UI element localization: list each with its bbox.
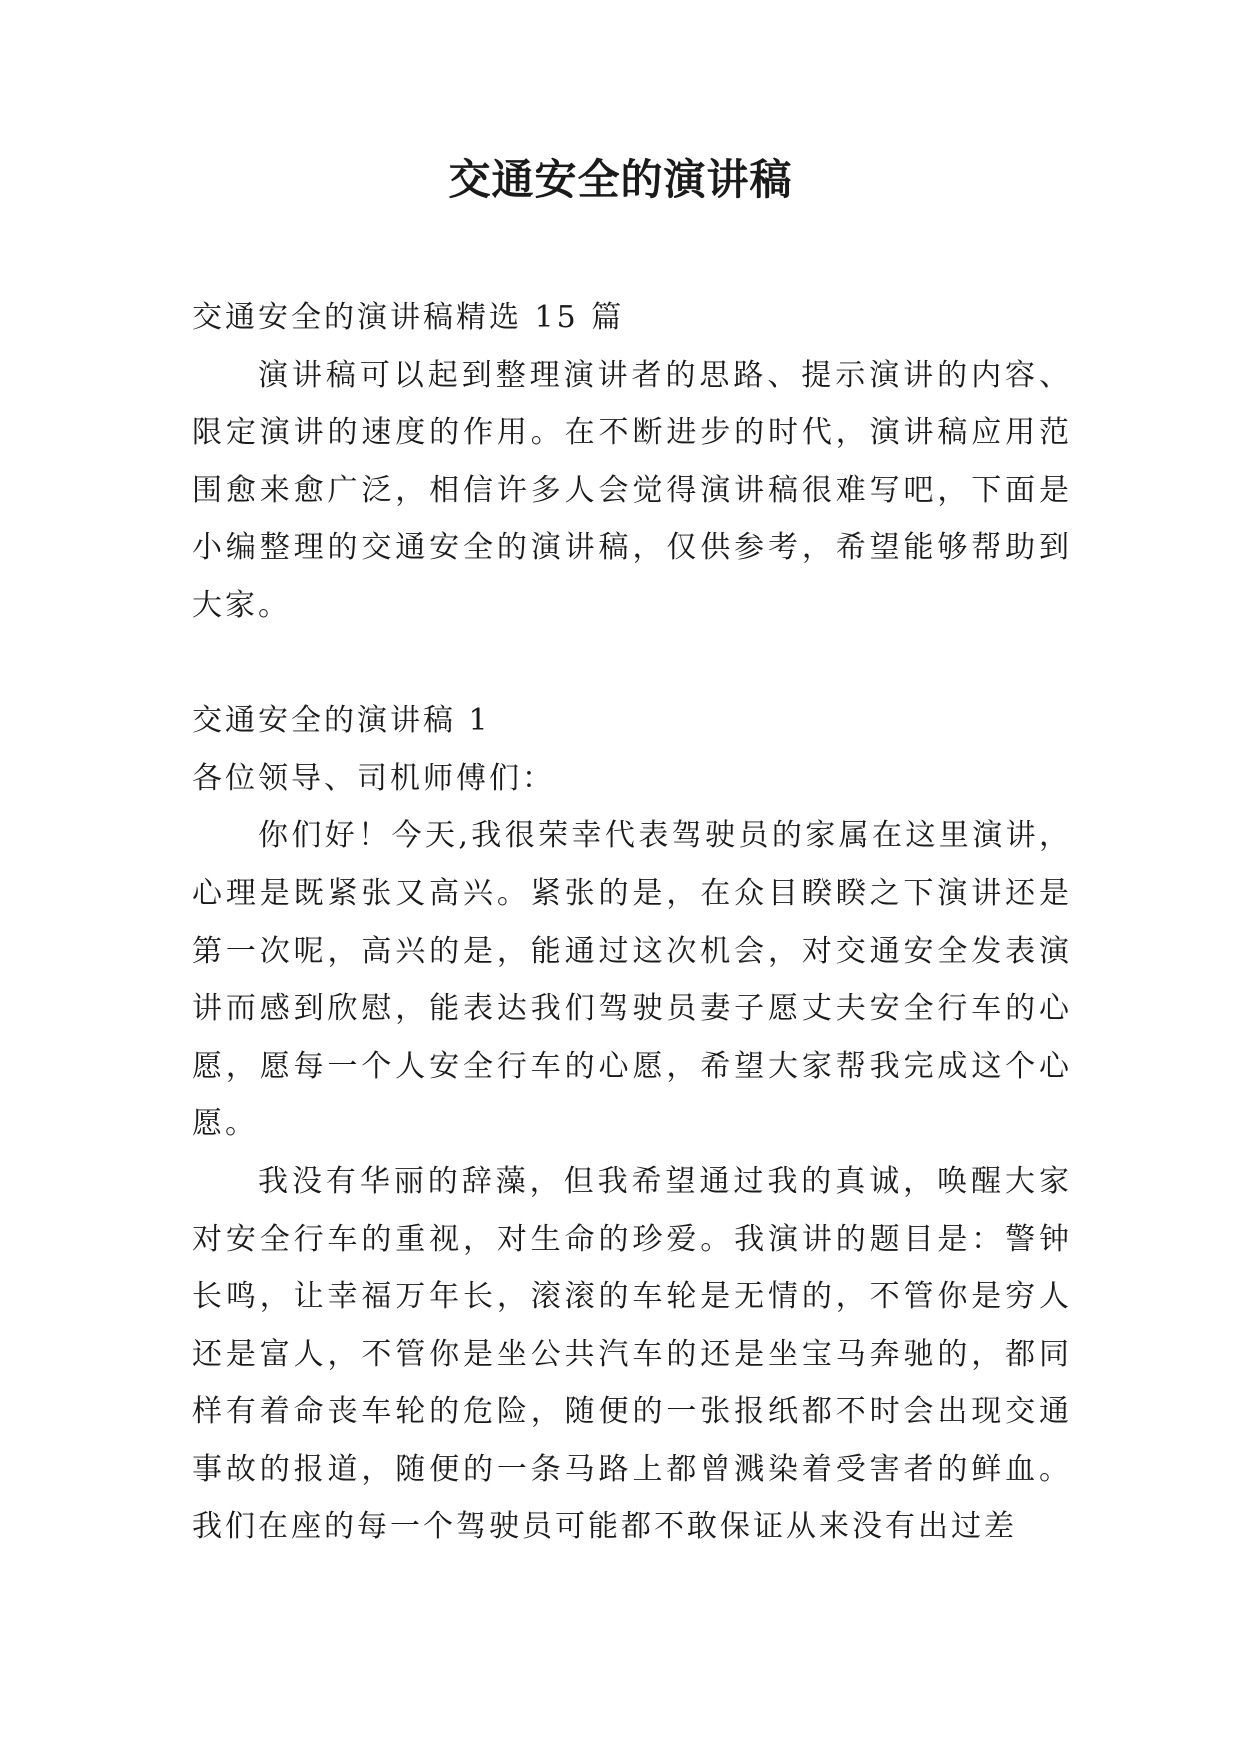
section-heading: 交通安全的演讲稿 1: [192, 703, 491, 739]
document-subtitle: 交通安全的演讲稿精选 15 篇: [192, 300, 625, 335]
document-body: [192, 289, 1072, 1556]
body-paragraph: 我没有华丽的辞藻，但我希望通过我的真诚，唤醒大家对安全行车的重视，对生命的珍爱。我演讲的题目是：警钟长鸣，让幸福万年长，滚滚的车轮是无情的，不管你是穷人还是富人，不管你是坐公共汽车的还是坐宝马奔驰的，都同样有着命丧车轮的危险，随便的一张报纸都不时会出现交通事故的报道，随便的一条马路上都曾溅染着受害者的鲜血。我们在座的每一个驾驶员可能都不敢保证从来没有出过差: [192, 1163, 1072, 1545]
salutation: 各位领导、司机师傅们：: [192, 760, 555, 796]
document-title: 交通安全的演讲稿: [448, 155, 793, 204]
body-paragraph: 你们好！今天,我很荣幸代表驾驶员的家属在这里演讲，心理是既紧张又高兴。紧张的是，在众目睽睽之下演讲还是第一次呢，高兴的是，能通过这次机会，对交通安全发表演讲而感到欣慰，能表达我们驾驶员妻子愿丈夫安全行车的心愿，愿每一个人安全行车的心愿，希望大家帮我完成这个心愿。: [192, 818, 1072, 1142]
section-spacer: [192, 635, 1072, 693]
intro-paragraph: 演讲稿可以起到整理演讲者的思路、提示演讲的内容、限定演讲的速度的作用。在不断进步的时代，演讲稿应用范围愈来愈广泛，相信许多人会觉得演讲稿很难写吧，下面是小编整理的交通安全的演讲稿，仅供参考，希望能够帮助到大家。: [192, 357, 1072, 623]
